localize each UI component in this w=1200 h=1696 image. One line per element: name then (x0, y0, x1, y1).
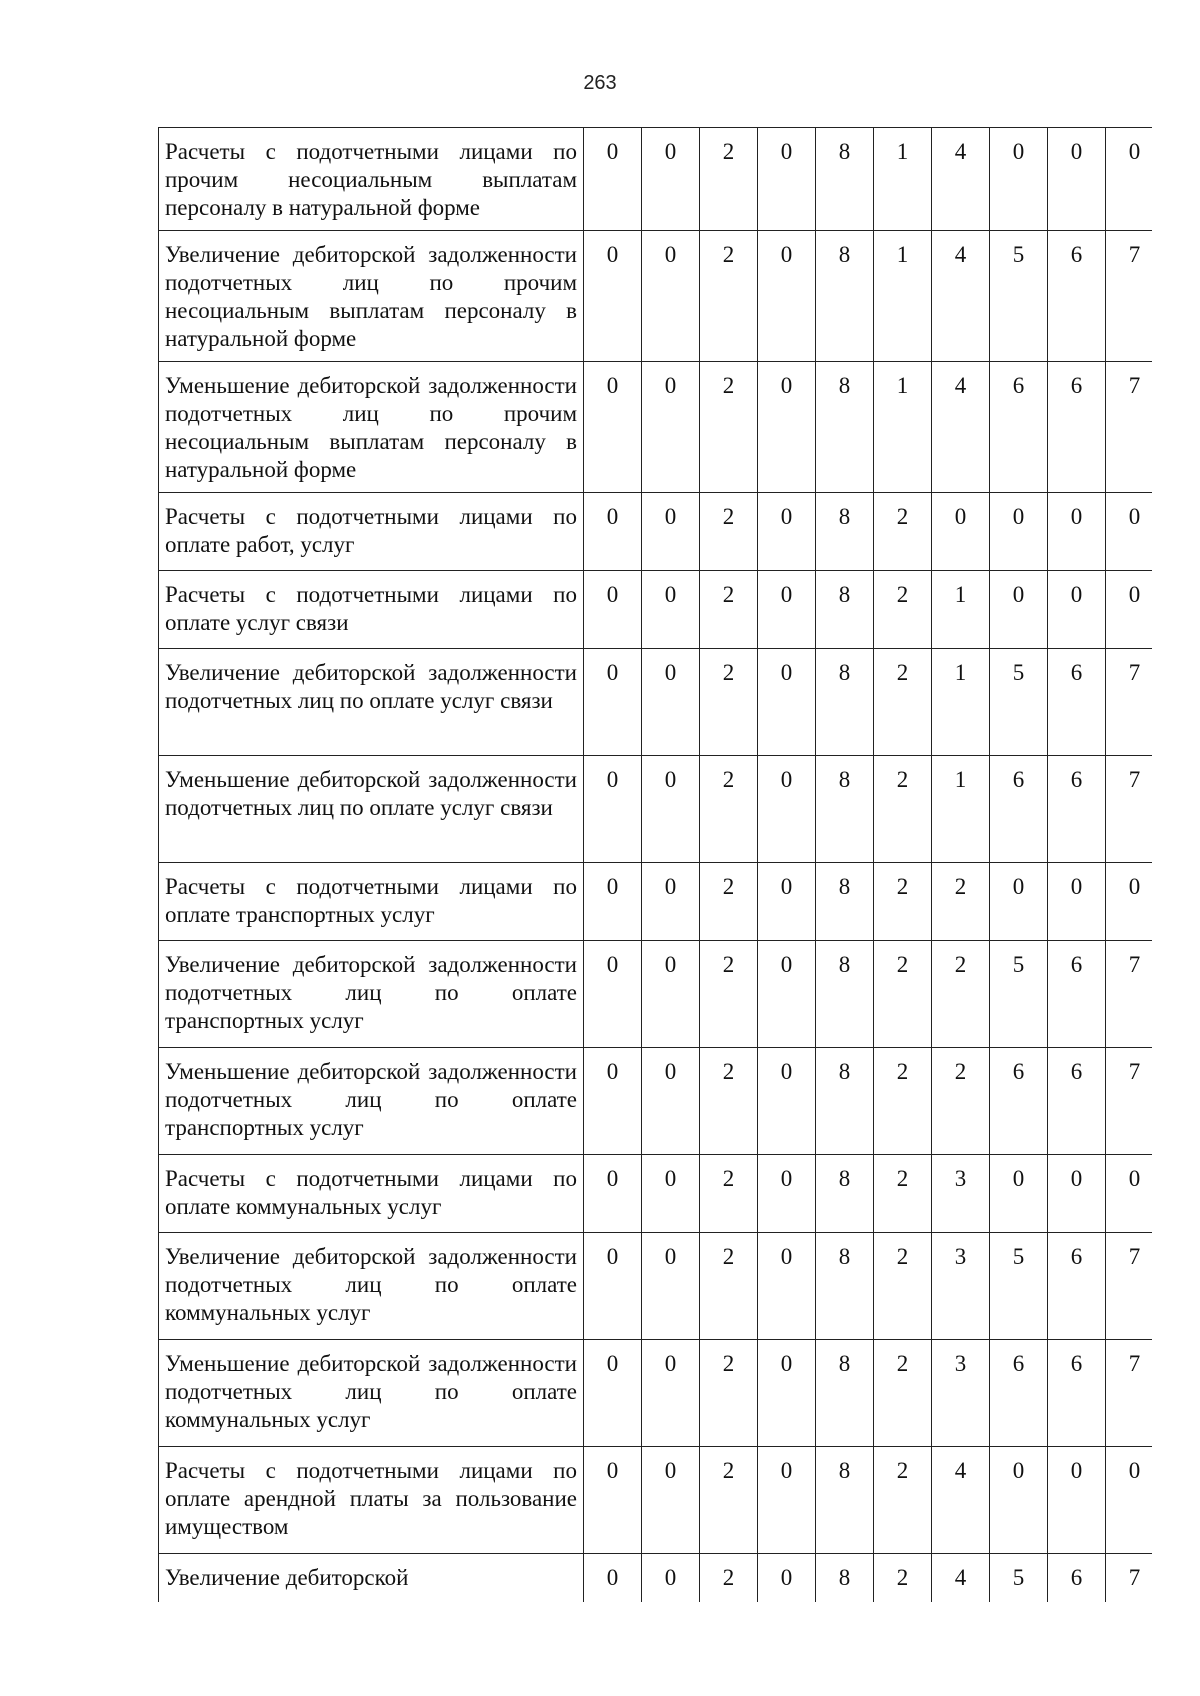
code-digit: 0 (642, 231, 700, 362)
code-digit: 2 (700, 128, 758, 231)
code-digit: 2 (874, 941, 932, 1048)
code-digit: 0 (584, 863, 642, 941)
code-digit: 6 (990, 362, 1048, 493)
table-row (159, 1447, 1153, 1554)
code-digit: 2 (700, 1233, 758, 1340)
code-digit: 0 (642, 128, 700, 231)
code-digit: 0 (642, 362, 700, 493)
code-digit: 0 (1048, 128, 1106, 231)
row-description: Расчеты с подотчетными лицами по оплате услуг связи (159, 571, 584, 649)
code-digit: 7 (1106, 649, 1153, 756)
account-codes-table-body (159, 128, 1153, 1603)
table-row (159, 231, 1153, 362)
code-digit: 5 (990, 1233, 1048, 1340)
code-digit: 0 (584, 571, 642, 649)
code-digit: 8 (816, 493, 874, 571)
code-digit: 0 (758, 362, 816, 493)
code-digit: 6 (1048, 649, 1106, 756)
code-digit: 8 (816, 1155, 874, 1233)
code-digit: 0 (758, 571, 816, 649)
row-description: Увеличение дебиторской задолженности подотчетных лиц по оплате услуг связи (159, 649, 584, 756)
code-digit: 4 (932, 362, 990, 493)
code-digit: 2 (874, 756, 932, 863)
table-row (159, 1554, 1153, 1603)
code-digit: 5 (990, 1554, 1048, 1603)
code-digit: 2 (874, 863, 932, 941)
code-digit: 0 (758, 1340, 816, 1447)
code-digit: 2 (700, 1340, 758, 1447)
code-digit: 0 (1048, 571, 1106, 649)
code-digit: 0 (758, 1447, 816, 1554)
code-digit: 0 (758, 1048, 816, 1155)
row-description: Расчеты с подотчетными лицами по оплате работ, услуг (159, 493, 584, 571)
code-digit: 1 (932, 756, 990, 863)
code-digit: 0 (1048, 493, 1106, 571)
code-digit: 4 (932, 128, 990, 231)
code-digit: 8 (816, 649, 874, 756)
code-digit: 8 (816, 1447, 874, 1554)
code-digit: 0 (990, 128, 1048, 231)
code-digit: 0 (1106, 1155, 1153, 1233)
row-description: Расчеты с подотчетными лицами по оплате транспортных услуг (159, 863, 584, 941)
code-digit: 0 (758, 649, 816, 756)
code-digit: 7 (1106, 231, 1153, 362)
code-digit: 0 (1048, 1447, 1106, 1554)
code-digit: 8 (816, 863, 874, 941)
table-row (159, 649, 1153, 756)
code-digit: 0 (584, 1447, 642, 1554)
row-description: Уменьшение дебиторской задолженности подотчетных лиц по оплате транспортных услуг (159, 1048, 584, 1155)
code-digit: 2 (700, 362, 758, 493)
code-digit: 3 (932, 1233, 990, 1340)
code-digit: 2 (932, 941, 990, 1048)
code-digit: 8 (816, 128, 874, 231)
code-digit: 2 (700, 231, 758, 362)
code-digit: 0 (642, 493, 700, 571)
code-digit: 0 (1106, 128, 1153, 231)
code-digit: 0 (1106, 1447, 1153, 1554)
table-row (159, 1340, 1153, 1447)
code-digit: 2 (700, 649, 758, 756)
code-digit: 2 (932, 1048, 990, 1155)
code-digit: 0 (990, 1155, 1048, 1233)
code-digit: 0 (758, 863, 816, 941)
code-digit: 7 (1106, 941, 1153, 1048)
row-description: Увеличение дебиторской (159, 1554, 584, 1603)
code-digit: 6 (1048, 1554, 1106, 1603)
code-digit: 0 (990, 571, 1048, 649)
code-digit: 0 (1106, 571, 1153, 649)
code-digit: 8 (816, 1554, 874, 1603)
code-digit: 2 (874, 1447, 932, 1554)
code-digit: 2 (700, 941, 758, 1048)
row-description: Увеличение дебиторской задолженности подотчетных лиц по прочим несоциальным выплатам персоналу в натуральной форме (159, 231, 584, 362)
code-digit: 1 (932, 571, 990, 649)
code-digit: 0 (1048, 863, 1106, 941)
code-digit: 8 (816, 1233, 874, 1340)
code-digit: 1 (874, 128, 932, 231)
code-digit: 0 (1106, 863, 1153, 941)
code-digit: 1 (874, 231, 932, 362)
code-digit: 0 (758, 493, 816, 571)
code-digit: 8 (816, 362, 874, 493)
code-digit: 0 (990, 493, 1048, 571)
code-digit: 2 (700, 1447, 758, 1554)
code-digit: 1 (932, 649, 990, 756)
code-digit: 0 (990, 863, 1048, 941)
code-digit: 7 (1106, 756, 1153, 863)
code-digit: 5 (990, 941, 1048, 1048)
page-number: 263 (583, 72, 617, 94)
code-digit: 0 (642, 1554, 700, 1603)
code-digit: 8 (816, 1048, 874, 1155)
code-digit: 2 (700, 493, 758, 571)
table-row (159, 941, 1153, 1048)
table-row (159, 1155, 1153, 1233)
code-digit: 8 (816, 571, 874, 649)
account-codes-table-container (158, 127, 1152, 1602)
table-row (159, 1048, 1153, 1155)
code-digit: 2 (874, 1155, 932, 1233)
code-digit: 2 (700, 571, 758, 649)
code-digit: 7 (1106, 1233, 1153, 1340)
code-digit: 2 (700, 1554, 758, 1603)
code-digit: 0 (584, 1554, 642, 1603)
code-digit: 0 (584, 649, 642, 756)
table-row (159, 362, 1153, 493)
code-digit: 0 (758, 1155, 816, 1233)
code-digit: 2 (874, 1233, 932, 1340)
code-digit: 2 (874, 1554, 932, 1603)
code-digit: 6 (990, 1048, 1048, 1155)
code-digit: 4 (932, 231, 990, 362)
code-digit: 0 (642, 756, 700, 863)
code-digit: 6 (1048, 362, 1106, 493)
code-digit: 3 (932, 1340, 990, 1447)
code-digit: 6 (1048, 1233, 1106, 1340)
code-digit: 0 (990, 1447, 1048, 1554)
code-digit: 2 (874, 571, 932, 649)
code-digit: 2 (700, 863, 758, 941)
code-digit: 0 (584, 1340, 642, 1447)
code-digit: 7 (1106, 362, 1153, 493)
code-digit: 2 (700, 756, 758, 863)
code-digit: 3 (932, 1155, 990, 1233)
code-digit: 0 (1106, 493, 1153, 571)
code-digit: 8 (816, 231, 874, 362)
table-row (159, 1233, 1153, 1340)
table-row (159, 128, 1153, 231)
code-digit: 0 (1048, 1155, 1106, 1233)
code-digit: 0 (584, 1155, 642, 1233)
code-digit: 0 (584, 1048, 642, 1155)
code-digit: 5 (990, 231, 1048, 362)
code-digit: 7 (1106, 1340, 1153, 1447)
code-digit: 0 (642, 1233, 700, 1340)
code-digit: 2 (874, 1340, 932, 1447)
code-digit: 2 (874, 649, 932, 756)
code-digit: 2 (874, 493, 932, 571)
code-digit: 0 (758, 1233, 816, 1340)
row-description: Уменьшение дебиторской задолженности подотчетных лиц по оплате коммунальных услуг (159, 1340, 584, 1447)
table-row (159, 756, 1153, 863)
code-digit: 2 (874, 1048, 932, 1155)
code-digit: 0 (584, 231, 642, 362)
code-digit: 0 (584, 493, 642, 571)
code-digit: 6 (1048, 756, 1106, 863)
code-digit: 6 (990, 756, 1048, 863)
table-row (159, 571, 1153, 649)
code-digit: 0 (758, 756, 816, 863)
code-digit: 0 (642, 1447, 700, 1554)
code-digit: 6 (1048, 941, 1106, 1048)
code-digit: 0 (642, 941, 700, 1048)
row-description: Увеличение дебиторской задолженности подотчетных лиц по оплате коммунальных услуг (159, 1233, 584, 1340)
code-digit: 0 (584, 362, 642, 493)
code-digit: 0 (642, 1155, 700, 1233)
row-description: Расчеты с подотчетными лицами по прочим несоциальным выплатам персоналу в натуральной форме (159, 128, 584, 231)
table-row (159, 863, 1153, 941)
code-digit: 0 (642, 1048, 700, 1155)
code-digit: 2 (700, 1155, 758, 1233)
code-digit: 5 (990, 649, 1048, 756)
code-digit: 4 (932, 1447, 990, 1554)
code-digit: 7 (1106, 1048, 1153, 1155)
code-digit: 6 (990, 1340, 1048, 1447)
code-digit: 8 (816, 756, 874, 863)
code-digit: 0 (642, 863, 700, 941)
row-description: Уменьшение дебиторской задолженности подотчетных лиц по прочим несоциальным выплатам персоналу в натуральной форме (159, 362, 584, 493)
code-digit: 0 (584, 941, 642, 1048)
code-digit: 0 (932, 493, 990, 571)
code-digit: 0 (642, 571, 700, 649)
code-digit: 4 (932, 1554, 990, 1603)
code-digit: 7 (1106, 1554, 1153, 1603)
code-digit: 0 (758, 941, 816, 1048)
account-codes-table (158, 127, 1152, 1602)
code-digit: 0 (758, 1554, 816, 1603)
code-digit: 0 (758, 231, 816, 362)
code-digit: 2 (700, 1048, 758, 1155)
code-digit: 6 (1048, 231, 1106, 362)
code-digit: 6 (1048, 1048, 1106, 1155)
code-digit: 0 (642, 649, 700, 756)
row-description: Увеличение дебиторской задолженности подотчетных лиц по оплате транспортных услуг (159, 941, 584, 1048)
code-digit: 0 (584, 1233, 642, 1340)
table-row (159, 493, 1153, 571)
code-digit: 8 (816, 1340, 874, 1447)
code-digit: 0 (584, 756, 642, 863)
row-description: Расчеты с подотчетными лицами по оплате коммунальных услуг (159, 1155, 584, 1233)
code-digit: 1 (874, 362, 932, 493)
row-description: Расчеты с подотчетными лицами по оплате арендной платы за пользование имуществом (159, 1447, 584, 1554)
code-digit: 0 (758, 128, 816, 231)
row-description: Уменьшение дебиторской задолженности подотчетных лиц по оплате услуг связи (159, 756, 584, 863)
code-digit: 2 (932, 863, 990, 941)
code-digit: 8 (816, 941, 874, 1048)
code-digit: 0 (642, 1340, 700, 1447)
code-digit: 6 (1048, 1340, 1106, 1447)
code-digit: 0 (584, 128, 642, 231)
